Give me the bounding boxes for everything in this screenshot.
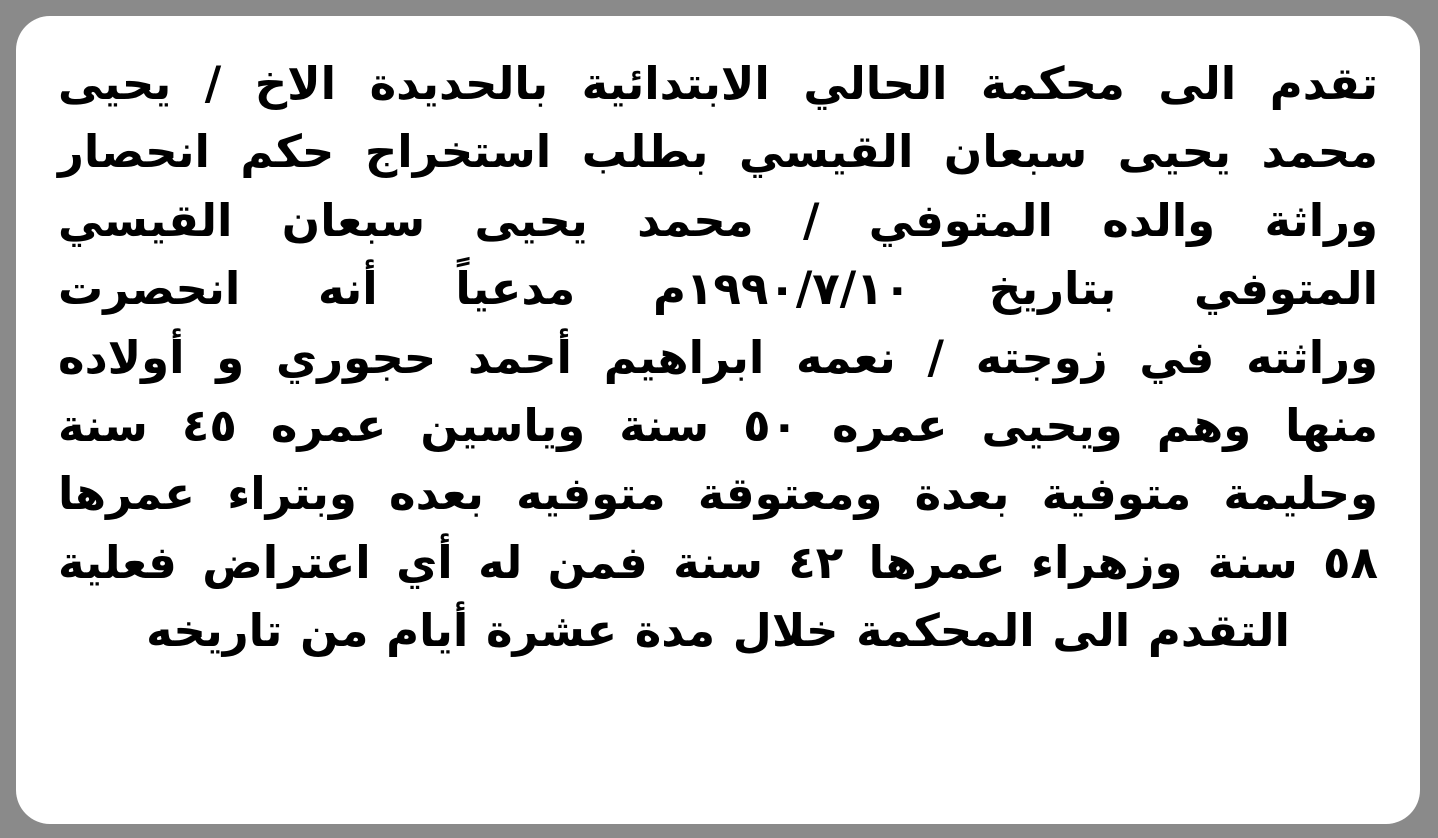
notice-line: ٥٨ سنة وزهراء عمرها ٤٢ سنة فمن له أي اعتراض فعلية [58,535,1378,589]
notice-line: التقدم الى المحكمة خلال مدة عشرة أيام من تاريخه [146,604,1290,658]
notice-line: وحليمة متوفية بعدة ومعتوقة متوفيه بعده وبتراء عمرها [58,467,1378,521]
notice-line: محمد يحيى سبعان القيسي بطلب استخراج حكم انحصار [58,125,1378,179]
notice-line: منها وهم ويحيى عمره ٥٠ سنة وياسين عمره ٤٥ سنة [58,398,1378,452]
notice-text-block [58,50,1378,666]
notice-line: تقدم الى محكمة الحالي الابتدائية بالحديدة الاخ / يحيى [58,57,1378,110]
notice-line: وراثته في زوجته / نعمه ابراهيم أحمد حجوري و أولاده [58,330,1378,384]
notice-line: المتوفي بتاريخ ١٩٩٠/٧/١٠م مدعياً أنه انحصرت [58,262,1379,316]
notice-card [16,16,1420,824]
notice-line: وراثة والده المتوفي / محمد يحيى سبعان القيسي [58,193,1378,247]
